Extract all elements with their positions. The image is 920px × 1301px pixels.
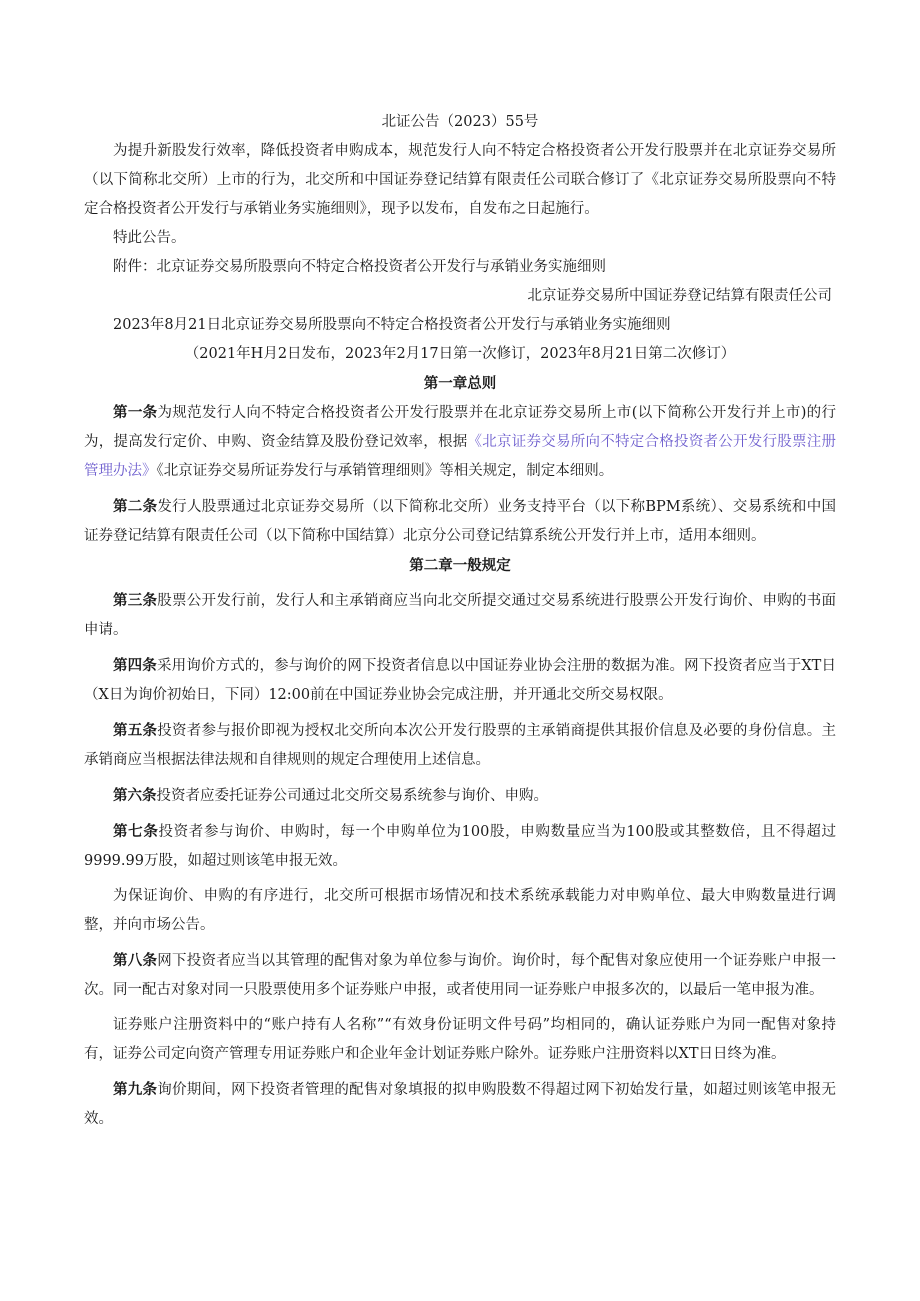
article-8: [84, 946, 836, 1005]
date-title-line: 2023年8月21日北京证券交易所股票向不特定合格投资者公开发行与承销业务实施细则: [113, 317, 671, 333]
article-9: [84, 1075, 836, 1134]
article-1-text-pre: 为规范发行人向不特定合格投资者公开发行股票并在北京证券交易所上市(以下简称公开发行并上市)的行为，提高发行定价、申购、资金结算及股份登记效率，根据: [84, 405, 837, 450]
article-4: [84, 651, 836, 710]
revision-note: （2021年H月2日发布，2023年2月17日第一次修订，2023年8月21日第二次修订）: [184, 346, 736, 362]
chapter-2-heading: 第二章一般规定: [409, 557, 511, 574]
article-2: [84, 492, 836, 551]
article-8-label: 第八条: [113, 952, 158, 969]
article-3-label: 第三条: [113, 592, 158, 609]
article-7-text: 投资者参与询价、申购时，每一个申购单位为100股，申购数量应当为100股或其整数倍，且不得超过9999.99万股，如超过则该笔申报无效。: [84, 824, 836, 869]
article-6: [84, 781, 836, 811]
article-3-text: 股票公开发行前，发行人和主承销商应当向北交所提交通过交易系统进行股票公开发行询价、申购的书面申请。: [84, 593, 836, 638]
article-6-label: 第六条: [113, 787, 157, 804]
article-7: [84, 817, 836, 876]
article-1-label: 第一条: [113, 404, 158, 421]
announcement-number: 北证公告（2023）55号: [381, 114, 539, 130]
article-4-label: 第四条: [113, 657, 157, 674]
article-8-paragraph-2: 证券账户注册资料中的“账户持有人名称”“有效身份证明文件号码”均相同的，确认证券账户为同一配售对象持有，证券公司定向资产管理专用证券账户和企业年金计划证券账户除外。证券账户注册资料以XT日日终为准。: [84, 1017, 836, 1062]
article-4-text: 采用询价方式的，参与询价的网下投资者信息以中国证券业协会注册的数据为准。网下投资者应当于XT日（X日为询价初始日，下同）12:00前在中国证券业协会完成注册，并开通北交所交易权限。: [84, 658, 836, 703]
article-5: [84, 716, 836, 775]
document-page: [84, 108, 836, 1134]
chapter-1-heading: 第一章总则: [423, 375, 497, 392]
article-2-label: 第二条: [113, 498, 158, 515]
special-notice: 特此公告。: [113, 230, 186, 246]
regulation-link[interactable]: 《北京证券交易所向不特定合格投资者公开发行股票注册管理办法》: [84, 434, 836, 479]
article-7-label: 第七条: [113, 823, 159, 840]
attachment-line: 附件：北京证券交易所股票向不特定合格投资者公开发行与承销业务实施细则: [113, 259, 606, 275]
issuers-line: 北京证券交易所中国证券登记结算有限责任公司: [527, 288, 832, 304]
article-2-text: 发行人股票通过北京证券交易所（以下简称北交所）业务支持平台（以下称BPM系统）、交易系统和中国证券登记结算有限责任公司（以下简称中国结算）北京分公司登记结算系统公开发行并上市，适用本细则。: [84, 499, 837, 544]
article-8-text: 网下投资者应当以其管理的配售对象为单位参与询价。询价时，每个配售对象应使用一个证券账户申报一次。同一配古对象对同一只股票使用多个证券账户申报，或者使用同一证券账户申报多次的，以最后一笔申报为准。: [84, 953, 836, 998]
article-3: [84, 586, 836, 645]
article-6-text: 投资者应委托证券公司通过北交所交易系统参与询价、申购。: [156, 788, 548, 804]
article-9-label: 第九条: [113, 1081, 158, 1098]
article-7-paragraph-2: 为保证询价、申购的有序进行，北交所可根据市场情况和技术系统承载能力对申购单位、最大申购数量进行调整，并向市场公告。: [84, 888, 836, 933]
article-1-text-post: 《北京证券交易所证券发行与承销管理细则》等相关规定，制定本细则。: [156, 463, 614, 479]
article-5-label: 第五条: [113, 722, 158, 739]
article-5-text: 投资者参与报价即视为授权北交所向本次公开发行股票的主承销商提供其报价信息及必要的身份信息。主承销商应当根据法律法规和自律规则的规定合理使用上述信息。: [84, 723, 836, 768]
intro-paragraph: 为提升新股发行效率，降低投资者申购成本，规范发行人向不特定合格投资者公开发行股票并在北京证券交易所（以下简称北交所）上市的行为，北交所和中国证券登记结算有限责任公司联合修订了《北京证券交易所股票向不特定合格投资者公开发行与承销业务实施细则》，现予以发布，自发布之日起施行。: [84, 143, 836, 217]
article-9-text: 询价期间，网下投资者管理的配售对象填报的拟申购股数不得超过网下初始发行量，如超过则该笔申报无效。: [84, 1082, 836, 1127]
article-1: [84, 398, 836, 486]
